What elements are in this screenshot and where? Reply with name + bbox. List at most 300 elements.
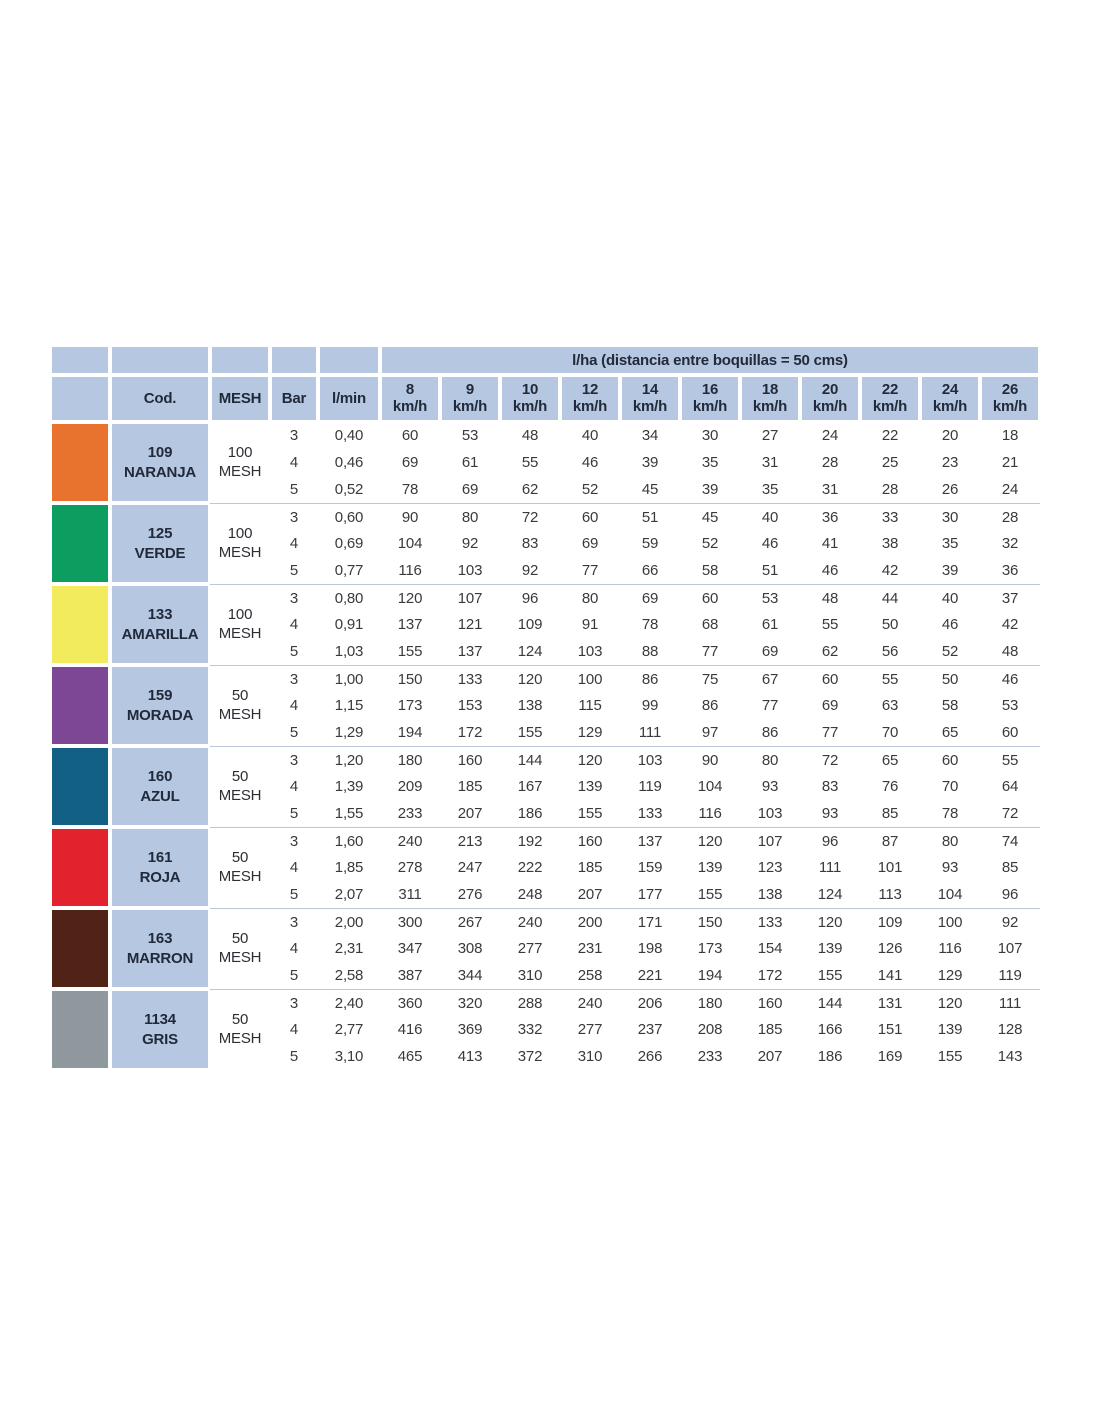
rate-value-26kmh: 18 <box>1001 427 1019 444</box>
rate-value-22kmh: 141 <box>877 967 903 984</box>
speed-unit: km/h <box>392 397 428 415</box>
bar-value: 5 <box>289 886 299 903</box>
rate-value-18kmh: 160 <box>740 989 800 1016</box>
rate-value-10kmh: 186 <box>517 805 543 822</box>
rate-value-24kmh: 65 <box>941 724 959 741</box>
rate-value-24kmh: 35 <box>941 535 959 552</box>
rate-value-12kmh: 115 <box>578 697 602 714</box>
rate-value-8kmh: 240 <box>380 827 440 854</box>
bar-value: 5 <box>289 481 299 498</box>
rate-value-20kmh: 186 <box>817 1048 843 1065</box>
rate-value-14kmh: 66 <box>641 562 659 579</box>
bar-value: 3 <box>289 427 299 444</box>
speed-value: 18 <box>761 380 779 398</box>
rate-value-18kmh: 133 <box>740 908 800 935</box>
speed-value: 20 <box>821 380 839 398</box>
lmin-value: 1,20 <box>318 746 380 773</box>
lmin-value: 0,91 <box>334 616 364 633</box>
rate-value-8kmh: 173 <box>397 697 423 714</box>
rate-value-12kmh: 103 <box>577 643 603 660</box>
rate-value-20kmh: 155 <box>817 967 843 984</box>
rate-value-8kmh: 387 <box>397 967 423 984</box>
rate-value-18kmh: 51 <box>761 562 779 579</box>
rate-value-10kmh: 310 <box>517 967 543 984</box>
rate-value-24kmh: 155 <box>937 1048 963 1065</box>
rate-value-8kmh: 150 <box>380 665 440 692</box>
rate-value-20kmh: 46 <box>821 562 839 579</box>
rate-value-22kmh: 44 <box>860 584 920 611</box>
table-body <box>50 422 1040 1070</box>
rate-value-20kmh: 139 <box>817 940 843 957</box>
rate-value-14kmh: 34 <box>641 427 659 444</box>
rate-value-26kmh: 143 <box>997 1048 1023 1065</box>
bar-value: 3 <box>270 908 318 935</box>
rate-value-24kmh: 78 <box>941 805 959 822</box>
rate-value-22kmh: 70 <box>881 724 899 741</box>
rate-value-10kmh: 240 <box>500 908 560 935</box>
rate-value-20kmh: 111 <box>818 859 842 876</box>
speed-unit: km/h <box>872 397 908 415</box>
mesh-label: MESH <box>218 706 262 723</box>
mesh-label: MESH <box>218 868 262 885</box>
rate-value-24kmh: 30 <box>920 503 980 530</box>
rate-value-8kmh: 104 <box>397 535 423 552</box>
bar-value: 4 <box>289 778 299 795</box>
rate-value-16kmh: 104 <box>697 778 723 795</box>
table-row <box>50 746 1040 773</box>
rate-value-22kmh: 42 <box>881 562 899 579</box>
rate-value-24kmh: 40 <box>920 584 980 611</box>
mesh-cell <box>210 503 270 584</box>
rate-value-14kmh: 99 <box>641 697 659 714</box>
speed-unit: km/h <box>692 397 728 415</box>
rate-value-26kmh: 72 <box>1001 805 1019 822</box>
rate-value-18kmh: 103 <box>757 805 783 822</box>
bar-value: 4 <box>289 454 299 471</box>
rate-value-16kmh: 68 <box>701 616 719 633</box>
code-number: 163 <box>147 930 173 947</box>
mesh-cell <box>210 827 270 908</box>
rate-value-16kmh: 194 <box>697 967 723 984</box>
col-header-10-kmh <box>500 375 560 422</box>
rate-value-20kmh: 41 <box>821 535 839 552</box>
rate-value-14kmh: 78 <box>641 616 659 633</box>
rate-value-26kmh: 37 <box>980 584 1040 611</box>
table-header <box>50 345 1040 422</box>
rate-value-18kmh: 61 <box>761 616 779 633</box>
lmin-value: 0,77 <box>334 562 364 579</box>
speed-value: 8 <box>405 380 415 398</box>
rate-value-9kmh: 369 <box>457 1021 483 1038</box>
rate-value-10kmh: 288 <box>500 989 560 1016</box>
rate-value-14kmh: 111 <box>638 724 662 741</box>
rate-value-18kmh: 67 <box>740 665 800 692</box>
rate-value-22kmh: 38 <box>881 535 899 552</box>
speed-unit: km/h <box>572 397 608 415</box>
lmin-value: 1,60 <box>318 827 380 854</box>
rate-value-14kmh: 39 <box>641 454 659 471</box>
rate-value-26kmh: 48 <box>1001 643 1019 660</box>
rate-value-12kmh: 200 <box>560 908 620 935</box>
rate-value-20kmh: 166 <box>817 1021 843 1038</box>
table-title: l/ha (distancia entre boquillas = 50 cms) <box>380 345 1040 375</box>
rate-value-20kmh: 31 <box>821 481 839 498</box>
rate-value-10kmh: 138 <box>517 697 543 714</box>
mesh-value: 50 <box>231 768 249 786</box>
rate-value-16kmh: 120 <box>680 827 740 854</box>
rate-value-22kmh: 63 <box>881 697 899 714</box>
rate-value-18kmh: 40 <box>740 503 800 530</box>
rate-value-8kmh: 60 <box>401 427 419 444</box>
rate-value-9kmh: 53 <box>461 427 479 444</box>
mesh-cell <box>210 665 270 746</box>
rate-value-18kmh: 77 <box>761 697 779 714</box>
rate-value-26kmh: 96 <box>1001 886 1019 903</box>
rate-value-18kmh: 46 <box>761 535 779 552</box>
mesh-label: MESH <box>218 949 262 966</box>
rate-value-10kmh: 332 <box>517 1021 543 1038</box>
mesh-value: 50 <box>231 687 249 705</box>
code-number: 160 <box>147 768 173 785</box>
rate-value-24kmh: 26 <box>941 481 959 498</box>
bar-value: 3 <box>270 503 318 530</box>
bar-value: 4 <box>289 859 299 876</box>
lmin-value: 1,55 <box>334 805 364 822</box>
rate-value-18kmh: 69 <box>761 643 779 660</box>
rate-value-14kmh: 266 <box>637 1048 663 1065</box>
rate-value-9kmh: 276 <box>457 886 483 903</box>
speed-value: 14 <box>641 380 659 398</box>
bar-value: 3 <box>270 584 318 611</box>
rate-value-9kmh: 172 <box>457 724 483 741</box>
rate-value-14kmh: 86 <box>620 665 680 692</box>
code-number: 133 <box>147 606 173 623</box>
rate-value-8kmh: 137 <box>397 616 423 633</box>
color-swatch-amarilla <box>50 584 110 665</box>
rate-value-8kmh: 90 <box>380 503 440 530</box>
rate-value-10kmh: 48 <box>521 427 539 444</box>
rate-value-18kmh: 138 <box>757 886 783 903</box>
bar-value: 3 <box>270 989 318 1016</box>
rate-value-24kmh: 20 <box>941 427 959 444</box>
rate-value-14kmh: 206 <box>620 989 680 1016</box>
rate-value-22kmh: 55 <box>860 665 920 692</box>
rate-value-9kmh: 61 <box>461 454 479 471</box>
mesh-value: 50 <box>231 849 249 867</box>
rate-value-10kmh: 109 <box>517 616 543 633</box>
code-cell-gris <box>110 989 210 1070</box>
mesh-value: 100 <box>227 525 253 543</box>
rate-value-14kmh: 221 <box>637 967 663 984</box>
rate-value-8kmh: 69 <box>401 454 419 471</box>
rate-value-24kmh: 100 <box>920 908 980 935</box>
header-spacer-bar <box>270 345 318 375</box>
rate-value-24kmh: 39 <box>941 562 959 579</box>
rate-value-26kmh: 21 <box>1001 454 1019 471</box>
rate-value-22kmh: 33 <box>860 503 920 530</box>
lmin-value: 0,80 <box>318 584 380 611</box>
lmin-value: 1,39 <box>334 778 364 795</box>
rate-value-22kmh: 25 <box>881 454 899 471</box>
rate-value-22kmh: 113 <box>878 886 902 903</box>
code-cell-naranja <box>110 422 210 503</box>
rate-value-20kmh: 124 <box>817 886 843 903</box>
rate-value-24kmh: 93 <box>941 859 959 876</box>
code-name: MORADA <box>126 706 194 724</box>
bar-value: 3 <box>270 827 318 854</box>
rate-value-12kmh: 258 <box>577 967 603 984</box>
code-number: 125 <box>147 525 173 542</box>
rate-value-10kmh: 55 <box>521 454 539 471</box>
rate-value-18kmh: 107 <box>740 827 800 854</box>
rate-value-10kmh: 83 <box>521 535 539 552</box>
rate-value-22kmh: 85 <box>881 805 899 822</box>
rate-value-14kmh: 69 <box>620 584 680 611</box>
rate-value-20kmh: 36 <box>800 503 860 530</box>
nozzle-rate-table <box>50 345 1040 1070</box>
lmin-value: 0,46 <box>334 454 364 471</box>
mesh-cell <box>210 908 270 989</box>
speed-value: 12 <box>581 380 599 398</box>
table-row <box>50 908 1040 935</box>
bar-value: 5 <box>289 805 299 822</box>
code-name: MARRON <box>126 949 194 967</box>
rate-value-22kmh: 28 <box>881 481 899 498</box>
rate-value-16kmh: 208 <box>697 1021 723 1038</box>
lmin-value: 2,07 <box>334 886 364 903</box>
rate-value-16kmh: 139 <box>697 859 723 876</box>
header-spacer-cod <box>110 345 210 375</box>
rate-value-22kmh: 76 <box>881 778 899 795</box>
mesh-value: 100 <box>227 606 253 624</box>
lmin-value: 0,40 <box>334 427 364 444</box>
table-row <box>50 422 1040 449</box>
rate-value-9kmh: 413 <box>457 1048 483 1065</box>
rate-value-8kmh: 300 <box>380 908 440 935</box>
rate-value-16kmh: 35 <box>701 454 719 471</box>
rate-value-20kmh: 72 <box>800 746 860 773</box>
rate-value-10kmh: 124 <box>517 643 543 660</box>
rate-value-8kmh: 465 <box>397 1048 423 1065</box>
rate-value-22kmh: 131 <box>860 989 920 1016</box>
rate-value-14kmh: 198 <box>637 940 663 957</box>
bar-value: 5 <box>289 643 299 660</box>
rate-value-8kmh: 360 <box>380 989 440 1016</box>
rate-value-8kmh: 233 <box>397 805 423 822</box>
speed-value: 26 <box>1001 380 1019 398</box>
code-name: NARANJA <box>124 463 196 481</box>
rate-value-22kmh: 151 <box>877 1021 903 1038</box>
rate-value-26kmh: 92 <box>980 908 1040 935</box>
mesh-value: 50 <box>231 930 249 948</box>
rate-value-16kmh: 86 <box>701 697 719 714</box>
mesh-value: 100 <box>227 443 253 461</box>
rate-value-10kmh: 144 <box>500 746 560 773</box>
col-header-24-kmh <box>920 375 980 422</box>
rate-value-16kmh: 39 <box>701 481 719 498</box>
rate-value-22kmh: 65 <box>860 746 920 773</box>
speed-value: 16 <box>701 380 719 398</box>
speed-value: 24 <box>941 380 959 398</box>
rate-value-9kmh: 137 <box>457 643 483 660</box>
rate-value-9kmh: 213 <box>440 827 500 854</box>
rate-value-8kmh: 209 <box>397 778 423 795</box>
rate-value-18kmh: 123 <box>757 859 783 876</box>
rate-value-18kmh: 172 <box>757 967 783 984</box>
rate-value-26kmh: 119 <box>998 967 1022 984</box>
mesh-cell <box>210 584 270 665</box>
rate-value-22kmh: 109 <box>860 908 920 935</box>
lmin-value: 0,69 <box>334 535 364 552</box>
rate-value-10kmh: 222 <box>517 859 543 876</box>
rate-value-12kmh: 129 <box>577 724 603 741</box>
col-header-cod: Cod. <box>110 375 210 422</box>
rate-value-24kmh: 70 <box>941 778 959 795</box>
rate-value-10kmh: 92 <box>521 562 539 579</box>
rate-value-16kmh: 52 <box>701 535 719 552</box>
mesh-cell <box>210 746 270 827</box>
header-spacer-mesh <box>210 345 270 375</box>
rate-value-14kmh: 88 <box>641 643 659 660</box>
rate-value-9kmh: 153 <box>457 697 483 714</box>
mesh-cell <box>210 422 270 503</box>
lmin-value: 2,58 <box>334 967 364 984</box>
rate-value-20kmh: 83 <box>821 778 839 795</box>
lmin-value: 2,40 <box>318 989 380 1016</box>
rate-value-14kmh: 119 <box>638 778 662 795</box>
rate-value-24kmh: 104 <box>937 886 963 903</box>
color-swatch-roja <box>50 827 110 908</box>
rate-value-16kmh: 90 <box>680 746 740 773</box>
rate-value-14kmh: 137 <box>620 827 680 854</box>
col-header-8-kmh <box>380 375 440 422</box>
bar-value: 4 <box>289 940 299 957</box>
rate-value-18kmh: 80 <box>740 746 800 773</box>
lmin-value: 3,10 <box>334 1048 364 1065</box>
table-row <box>50 989 1040 1016</box>
rate-value-14kmh: 133 <box>637 805 663 822</box>
rate-value-20kmh: 62 <box>821 643 839 660</box>
rate-value-16kmh: 173 <box>697 940 723 957</box>
rate-value-9kmh: 121 <box>457 616 483 633</box>
lmin-value: 1,85 <box>334 859 364 876</box>
rate-value-12kmh: 100 <box>560 665 620 692</box>
code-cell-morada <box>110 665 210 746</box>
rate-value-26kmh: 64 <box>1001 778 1019 795</box>
bar-value: 4 <box>289 535 299 552</box>
rate-value-24kmh: 58 <box>941 697 959 714</box>
header-blank-swatch <box>50 375 110 422</box>
rate-value-12kmh: 155 <box>577 805 603 822</box>
rate-value-18kmh: 53 <box>740 584 800 611</box>
rate-value-26kmh: 42 <box>1001 616 1019 633</box>
lmin-value: 1,00 <box>318 665 380 692</box>
lmin-value: 0,60 <box>318 503 380 530</box>
rate-value-24kmh: 80 <box>920 827 980 854</box>
table-row <box>50 827 1040 854</box>
rate-value-10kmh: 120 <box>500 665 560 692</box>
rate-value-10kmh: 96 <box>500 584 560 611</box>
rate-value-24kmh: 50 <box>920 665 980 692</box>
rate-value-14kmh: 59 <box>641 535 659 552</box>
rate-value-22kmh: 101 <box>877 859 903 876</box>
color-swatch-azul <box>50 746 110 827</box>
rate-value-16kmh: 155 <box>697 886 723 903</box>
rate-value-26kmh: 28 <box>980 503 1040 530</box>
rate-value-14kmh: 177 <box>637 886 663 903</box>
rate-value-24kmh: 116 <box>938 940 962 957</box>
col-header-18-kmh <box>740 375 800 422</box>
rate-value-22kmh: 169 <box>877 1048 903 1065</box>
rate-value-9kmh: 185 <box>457 778 483 795</box>
rate-value-16kmh: 75 <box>680 665 740 692</box>
rate-value-9kmh: 320 <box>440 989 500 1016</box>
col-header-14-kmh <box>620 375 680 422</box>
rate-value-20kmh: 96 <box>800 827 860 854</box>
rate-value-8kmh: 155 <box>397 643 423 660</box>
rate-value-9kmh: 103 <box>457 562 483 579</box>
rate-value-8kmh: 416 <box>397 1021 423 1038</box>
rate-value-26kmh: 46 <box>980 665 1040 692</box>
rate-value-12kmh: 52 <box>581 481 599 498</box>
rate-value-12kmh: 91 <box>581 616 599 633</box>
rate-value-24kmh: 129 <box>937 967 963 984</box>
rate-value-8kmh: 120 <box>380 584 440 611</box>
rate-value-24kmh: 52 <box>941 643 959 660</box>
rate-value-22kmh: 50 <box>881 616 899 633</box>
rate-value-18kmh: 27 <box>761 427 779 444</box>
header-spacer-lmin <box>318 345 380 375</box>
rate-value-9kmh: 308 <box>457 940 483 957</box>
rate-value-26kmh: 32 <box>1001 535 1019 552</box>
rate-value-10kmh: 248 <box>517 886 543 903</box>
rate-value-18kmh: 154 <box>757 940 783 957</box>
rate-value-16kmh: 45 <box>680 503 740 530</box>
rate-value-20kmh: 120 <box>800 908 860 935</box>
color-swatch-verde <box>50 503 110 584</box>
bar-value: 3 <box>270 746 318 773</box>
table-row <box>50 503 1040 530</box>
rate-value-16kmh: 97 <box>701 724 719 741</box>
rate-value-12kmh: 277 <box>577 1021 603 1038</box>
bar-value: 4 <box>289 1021 299 1038</box>
rate-value-14kmh: 171 <box>620 908 680 935</box>
rate-value-10kmh: 192 <box>500 827 560 854</box>
rate-value-16kmh: 58 <box>701 562 719 579</box>
lmin-value: 2,77 <box>334 1021 364 1038</box>
rate-value-10kmh: 62 <box>521 481 539 498</box>
rate-value-8kmh: 347 <box>397 940 423 957</box>
speed-unit: km/h <box>932 397 968 415</box>
speed-value: 22 <box>881 380 899 398</box>
rate-value-24kmh: 139 <box>937 1021 963 1038</box>
rate-value-18kmh: 31 <box>761 454 779 471</box>
speed-unit: km/h <box>812 397 848 415</box>
rate-value-26kmh: 107 <box>997 940 1023 957</box>
rate-value-20kmh: 48 <box>800 584 860 611</box>
rate-value-9kmh: 133 <box>440 665 500 692</box>
mesh-cell <box>210 989 270 1070</box>
col-header-26-kmh <box>980 375 1040 422</box>
speed-value: 10 <box>521 380 539 398</box>
speed-unit: km/h <box>752 397 788 415</box>
rate-value-12kmh: 139 <box>577 778 603 795</box>
rate-value-12kmh: 207 <box>577 886 603 903</box>
code-cell-marron <box>110 908 210 989</box>
lmin-value: 2,00 <box>318 908 380 935</box>
rate-value-9kmh: 344 <box>457 967 483 984</box>
rate-value-10kmh: 72 <box>500 503 560 530</box>
